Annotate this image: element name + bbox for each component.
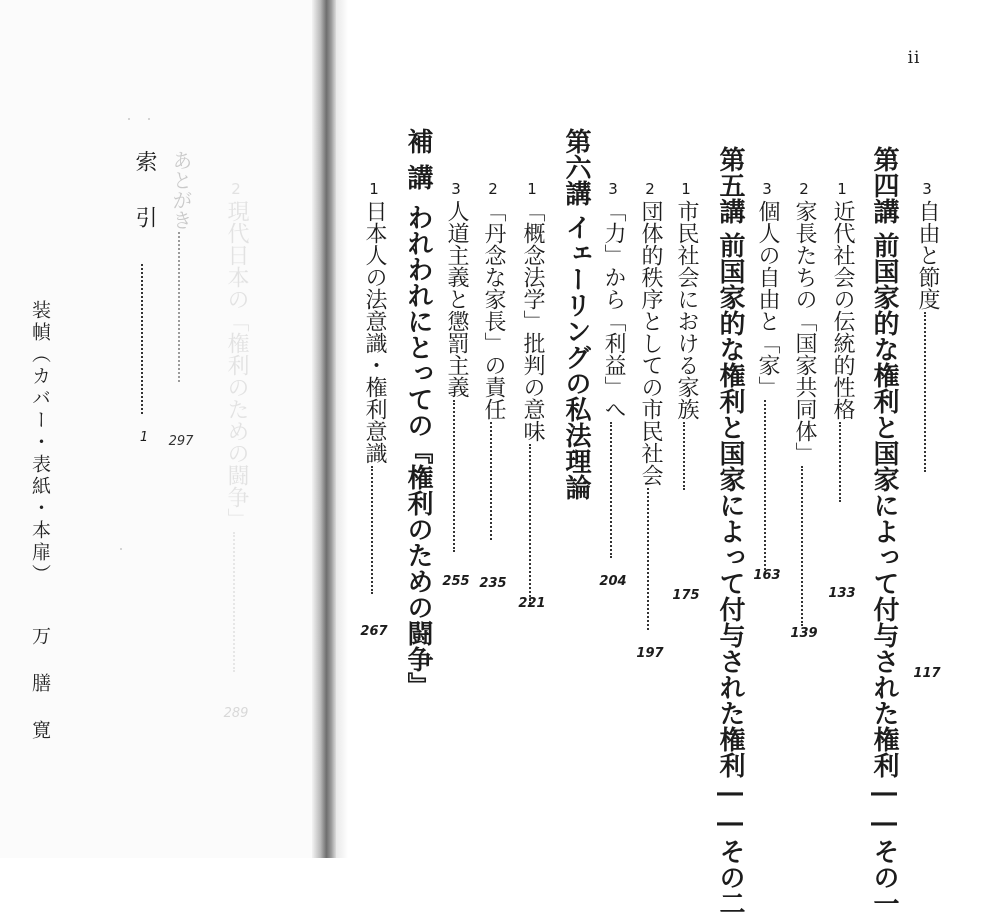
dot-leader — [764, 400, 770, 570]
entry-page: 289 — [223, 706, 249, 721]
dot-leader — [453, 400, 459, 552]
entry-number: 1 — [527, 180, 537, 198]
entry-page: 235 — [479, 576, 507, 591]
ghost-entry-2 — [165, 150, 197, 449]
entry-number: 1 — [681, 180, 691, 198]
page-number: ii — [907, 48, 921, 68]
entry-number: 3 — [922, 180, 932, 198]
dot-leader — [924, 312, 930, 472]
dot-leader — [610, 422, 616, 558]
entry-title: 近代社会の伝統的性格 — [830, 200, 855, 420]
dot-leader — [647, 488, 653, 630]
entry-title: 個人の自由と「家」 — [755, 200, 780, 398]
entry-title: 「丹念な家長」の責任 — [481, 200, 506, 420]
toc-entry-ch5-1[interactable] — [670, 178, 702, 603]
dot-leader — [801, 466, 807, 626]
entry-page: 255 — [442, 574, 470, 589]
chapter-label: 第六講 — [561, 128, 591, 206]
chapter-title: われわれにとっての『権利のための闘争』 — [403, 204, 433, 698]
dot-leader — [839, 422, 845, 502]
entry-page: 204 — [599, 574, 627, 589]
index-entry[interactable] — [128, 150, 160, 445]
chapter-title: 前国家的な権利と国家によって付与された権利――その一 — [869, 232, 899, 916]
toc-entry-ch6-2[interactable] — [477, 178, 509, 591]
chapter-label: 第五講 — [715, 146, 745, 224]
toc-entry-ch4-sec3[interactable] — [911, 178, 943, 681]
dot-leader — [490, 422, 496, 540]
entry-number: 3 — [762, 180, 772, 198]
chapter-label: 補講 — [403, 128, 433, 200]
dot-leader — [233, 532, 239, 672]
toc-entry-ch5-3[interactable] — [597, 178, 629, 589]
entry-number: 3 — [451, 180, 461, 198]
toc-entry-ch6-3[interactable] — [440, 178, 472, 589]
toc-entry-ch4-2[interactable] — [788, 178, 820, 641]
entry-number: 1 — [837, 180, 847, 198]
supplement-heading[interactable] — [398, 128, 438, 698]
colophon-label: 装幀（カバー・表紙・本扉） — [29, 300, 51, 586]
entry-title: 「概念法学」批判の意味 — [520, 200, 545, 442]
toc-entry-ch6-1[interactable] — [516, 178, 548, 611]
entry-title: 日本人の法意識・権利意識 — [362, 200, 387, 464]
entry-page: 163 — [753, 568, 781, 583]
entry-page: 221 — [518, 596, 546, 611]
entry-page: 267 — [360, 624, 388, 639]
entry-page: 133 — [828, 586, 856, 601]
toc-entry-ch5-2[interactable] — [634, 178, 666, 661]
entry-title: 現代日本の「権利のための闘争」 — [224, 200, 249, 530]
entry-title: 「力」から「利益」へ — [601, 200, 626, 420]
ghost-entry-1 — [220, 178, 252, 721]
entry-page: 175 — [672, 588, 700, 603]
toc-entry-ch4-1[interactable] — [826, 178, 858, 601]
dot-leader — [683, 422, 689, 490]
dot-leader — [371, 466, 377, 594]
entry-title: 市民社会における家族 — [674, 200, 699, 420]
entry-title: 索引 — [132, 150, 157, 262]
entry-page: 1 — [139, 430, 149, 445]
dot-leader — [178, 232, 184, 382]
entry-title: 人道主義と懲罰主義 — [444, 200, 469, 398]
entry-page: 139 — [790, 626, 818, 641]
entry-title: 家長たちの「国家共同体」 — [792, 200, 817, 464]
toc-entry-ch4-3[interactable] — [751, 178, 783, 583]
entry-page: 297 — [168, 434, 194, 449]
entry-number: 2 — [645, 180, 655, 198]
toc-entry-supplement-1[interactable] — [358, 178, 390, 639]
entry-title: 団体的秩序としての市民社会 — [638, 200, 663, 486]
entry-page: 117 — [913, 666, 941, 681]
chapter-heading-5[interactable] — [710, 146, 750, 916]
chapter-heading-4[interactable] — [864, 146, 904, 916]
dot-leader — [529, 444, 535, 604]
chapter-title: 前国家的な権利と国家によって付与された権利――その二 — [715, 232, 745, 916]
entry-title: 自由と節度 — [915, 200, 940, 310]
chapter-title: イェーリングの私法理論 — [561, 214, 591, 500]
chapter-heading-6[interactable] — [556, 128, 596, 500]
entry-page: 197 — [636, 646, 664, 661]
chapter-label: 第四講 — [869, 146, 899, 224]
colophon-name: 万 膳 寛 — [29, 626, 51, 742]
book-gutter — [312, 0, 336, 858]
entry-title: あとがき — [169, 150, 193, 230]
entry-number: 3 — [608, 180, 618, 198]
entry-number: 2 — [799, 180, 809, 198]
colophon — [20, 300, 60, 742]
entry-number: 2 — [488, 180, 498, 198]
entry-number: 2 — [231, 180, 241, 198]
entry-number: 1 — [369, 180, 379, 198]
dot-leader — [141, 264, 147, 414]
